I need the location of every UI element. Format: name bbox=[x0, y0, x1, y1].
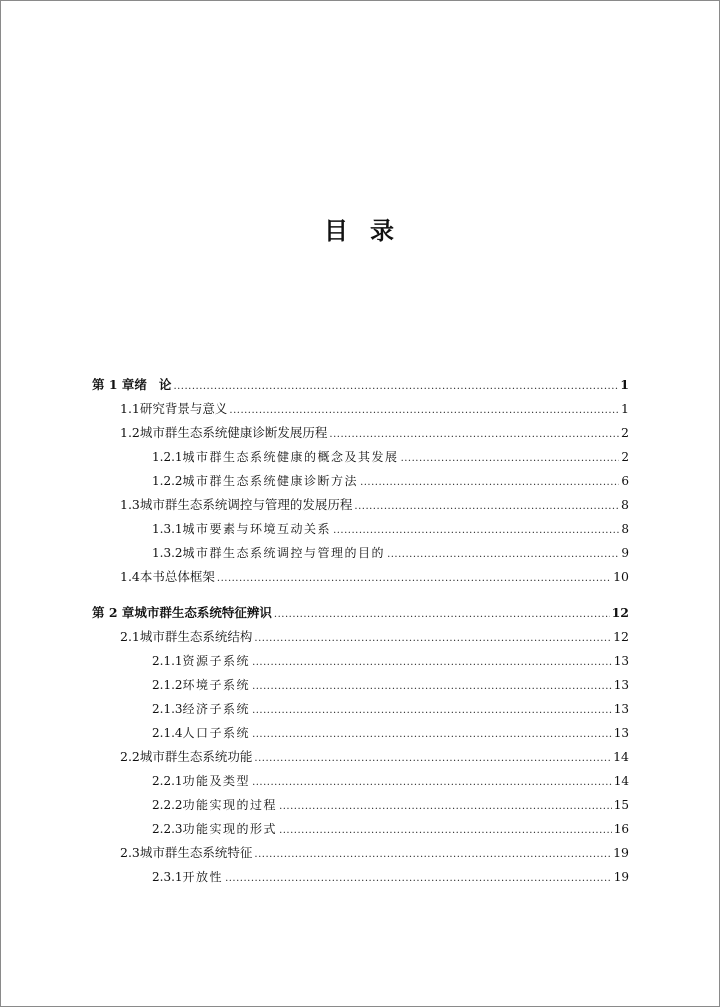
toc-number: 2.1.1 bbox=[152, 654, 183, 668]
toc-chapter-2[interactable] bbox=[92, 601, 629, 625]
toc-number: 1.4 bbox=[120, 569, 140, 584]
toc-page-number: 19 bbox=[613, 845, 629, 860]
toc-subsection-2-2-2[interactable] bbox=[92, 793, 629, 817]
toc-subsection-1-2-2[interactable] bbox=[92, 469, 629, 493]
toc-page-number: 12 bbox=[611, 605, 629, 620]
leader-dots bbox=[401, 447, 620, 471]
toc-page-number: 9 bbox=[621, 546, 629, 560]
toc-number: 第 1 章 bbox=[92, 377, 135, 392]
table-of-contents bbox=[92, 373, 629, 889]
toc-label: 城市群生态系统特征辨识 bbox=[134, 605, 272, 620]
leader-dots bbox=[360, 471, 619, 495]
leader-dots bbox=[254, 747, 611, 771]
toc-number: 2.3 bbox=[120, 845, 140, 860]
toc-page-number: 15 bbox=[613, 798, 629, 812]
leader-dots bbox=[173, 375, 618, 399]
toc-page-number: 14 bbox=[613, 774, 629, 788]
toc-subsection-2-1-2[interactable] bbox=[92, 673, 629, 697]
toc-label: 城市群生态系统健康诊断方法 bbox=[182, 474, 359, 488]
leader-dots bbox=[254, 843, 611, 867]
toc-label: 城市群生态系统健康诊断发展历程 bbox=[139, 425, 328, 440]
toc-number: 第 2 章 bbox=[92, 605, 135, 620]
leader-dots bbox=[229, 399, 619, 423]
toc-subsection-2-2-1[interactable] bbox=[92, 769, 629, 793]
toc-label: 开放性 bbox=[182, 870, 224, 884]
toc-label: 功能及类型 bbox=[182, 774, 251, 788]
toc-number: 2.1 bbox=[120, 629, 140, 644]
toc-page-number: 19 bbox=[613, 870, 629, 884]
toc-chapter-1[interactable] bbox=[92, 373, 629, 397]
title-char-2: 录 bbox=[370, 216, 396, 245]
toc-number: 1.2.2 bbox=[152, 474, 183, 488]
leader-dots bbox=[274, 603, 610, 627]
toc-page-number: 13 bbox=[613, 678, 629, 692]
toc-page-number: 13 bbox=[613, 726, 629, 740]
toc-section-2-2[interactable] bbox=[92, 745, 629, 769]
leader-dots bbox=[252, 771, 612, 795]
leader-dots bbox=[333, 519, 619, 543]
toc-number: 2.1.2 bbox=[152, 678, 183, 692]
toc-label: 城市群生态系统特征 bbox=[139, 845, 253, 860]
toc-page-number: 8 bbox=[621, 522, 629, 536]
page-title bbox=[1, 211, 719, 246]
leader-dots bbox=[254, 627, 611, 651]
toc-subsection-2-1-1[interactable] bbox=[92, 649, 629, 673]
toc-section-1-3[interactable] bbox=[92, 493, 629, 517]
toc-label: 环境子系统 bbox=[182, 678, 251, 692]
toc-page-number: 13 bbox=[613, 654, 629, 668]
toc-section-1-2[interactable] bbox=[92, 421, 629, 445]
toc-subsection-1-3-2[interactable] bbox=[92, 541, 629, 565]
toc-page-number: 13 bbox=[613, 702, 629, 716]
toc-label: 功能实现的形式 bbox=[182, 822, 278, 836]
toc-label: 资源子系统 bbox=[182, 654, 251, 668]
toc-subsection-2-1-4[interactable] bbox=[92, 721, 629, 745]
toc-label: 城市群生态系统健康的概念及其发展 bbox=[182, 450, 399, 464]
toc-number: 1.2.1 bbox=[152, 450, 183, 464]
toc-label: 本书总体框架 bbox=[139, 569, 215, 584]
toc-page-number: 2 bbox=[621, 450, 629, 464]
toc-label: 功能实现的过程 bbox=[182, 798, 278, 812]
leader-dots bbox=[387, 543, 619, 567]
toc-page-number: 12 bbox=[613, 629, 629, 644]
leader-dots bbox=[252, 699, 612, 723]
toc-page-number: 2 bbox=[621, 425, 629, 440]
toc-page-number: 10 bbox=[613, 569, 629, 584]
toc-number: 1.1 bbox=[120, 401, 140, 416]
toc-section-1-1[interactable] bbox=[92, 397, 629, 421]
toc-label: 城市群生态系统功能 bbox=[139, 749, 253, 764]
toc-label: 城市要素与环境互动关系 bbox=[182, 522, 332, 536]
toc-subsection-2-3-1[interactable] bbox=[92, 865, 629, 889]
toc-section-2-3[interactable] bbox=[92, 841, 629, 865]
toc-number: 2.2.2 bbox=[152, 798, 183, 812]
leader-dots bbox=[225, 867, 612, 891]
leader-dots bbox=[252, 675, 612, 699]
toc-number: 1.3.1 bbox=[152, 522, 183, 536]
toc-number: 1.2 bbox=[120, 425, 140, 440]
toc-number: 1.3.2 bbox=[152, 546, 183, 560]
toc-page-number: 14 bbox=[613, 749, 629, 764]
title-char-1: 目 bbox=[324, 216, 350, 245]
toc-page-number: 1 bbox=[620, 377, 629, 392]
toc-subsection-2-1-3[interactable] bbox=[92, 697, 629, 721]
leader-dots bbox=[252, 651, 612, 675]
toc-section-2-1[interactable] bbox=[92, 625, 629, 649]
toc-label: 城市群生态系统调控与管理的目的 bbox=[182, 546, 386, 560]
toc-number: 2.1.3 bbox=[152, 702, 183, 716]
leader-dots bbox=[279, 795, 612, 819]
toc-number: 2.2.1 bbox=[152, 774, 183, 788]
leader-dots bbox=[252, 723, 612, 747]
toc-label: 城市群生态系统调控与管理的发展历程 bbox=[139, 497, 353, 512]
toc-label: 绪 论 bbox=[134, 377, 172, 392]
leader-dots bbox=[279, 819, 612, 843]
toc-page-number: 1 bbox=[621, 401, 629, 416]
toc-label: 研究背景与意义 bbox=[139, 401, 228, 416]
toc-page-number: 8 bbox=[621, 497, 629, 512]
toc-number: 2.2 bbox=[120, 749, 140, 764]
toc-number: 1.3 bbox=[120, 497, 140, 512]
toc-subsection-1-3-1[interactable] bbox=[92, 517, 629, 541]
leader-dots bbox=[217, 567, 611, 591]
toc-subsection-2-2-3[interactable] bbox=[92, 817, 629, 841]
toc-label: 经济子系统 bbox=[182, 702, 251, 716]
toc-page-number: 6 bbox=[621, 474, 629, 488]
toc-number: 2.2.3 bbox=[152, 822, 183, 836]
toc-section-1-4[interactable] bbox=[92, 565, 629, 589]
toc-number: 2.1.4 bbox=[152, 726, 183, 740]
toc-label: 人口子系统 bbox=[182, 726, 251, 740]
leader-dots bbox=[329, 423, 619, 447]
leader-dots bbox=[354, 495, 619, 519]
toc-label: 城市群生态系统结构 bbox=[139, 629, 253, 644]
toc-number: 2.3.1 bbox=[152, 870, 183, 884]
toc-page-number: 16 bbox=[613, 822, 629, 836]
toc-subsection-1-2-1[interactable] bbox=[92, 445, 629, 469]
